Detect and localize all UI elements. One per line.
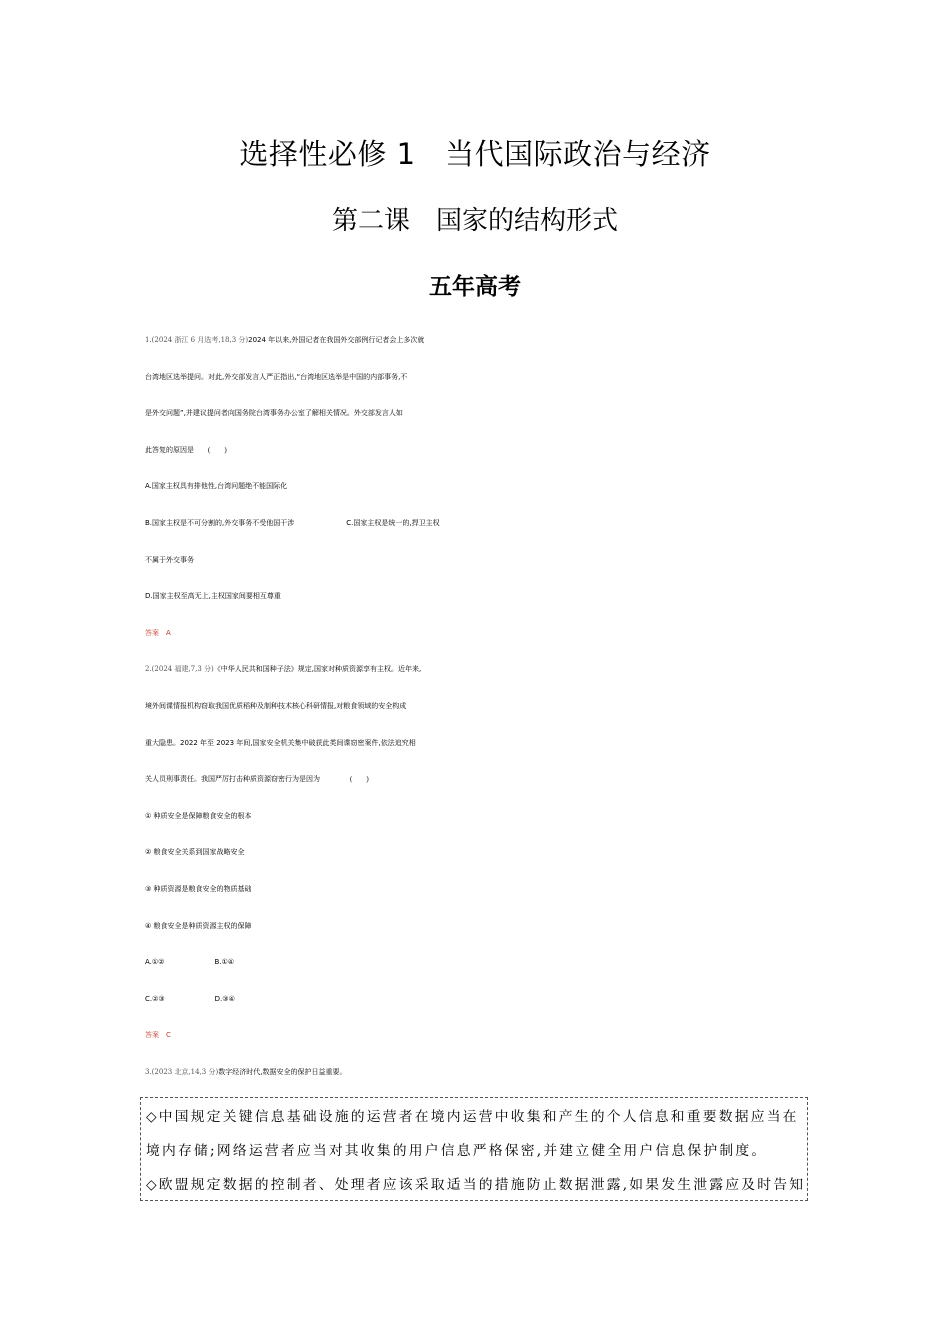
q1-option-c: C.国家主权是统一的,捍卫主权 xyxy=(346,518,440,527)
q2-option-c: C.②③ xyxy=(145,994,165,1003)
question-list xyxy=(145,322,810,1090)
q2-statement-3: ③ 种质资源是粮食安全的物质基础 xyxy=(145,884,252,893)
q3-source: 3.(2023 北京,14,3 分) xyxy=(145,1067,219,1076)
q1-stem-2: 台湾地区选举提问。对此,外交部发言人严正指出,“台湾地区选举是中国的内部事务,不 xyxy=(145,372,408,381)
q2-line-1 xyxy=(145,651,810,688)
q1-line-4 xyxy=(145,432,810,469)
q1-stem-1: 2024 年以来,外国记者在我国外交部例行记者会上多次就 xyxy=(248,336,425,344)
q1-stem-3: 是外交问题”,并建议提问者向国务院台湾事务办公室了解相关情况。外交部发言人如 xyxy=(145,409,403,418)
q2-line-4 xyxy=(145,761,810,798)
q2-line-cd xyxy=(145,981,810,1018)
q3-material-line-3: ◇欧盟规定数据的控制者、处理者应该采取适当的措施防止数据泄露,如果发生泄露应及时告知 xyxy=(146,1177,806,1193)
q1-answer-blank: ( ) xyxy=(208,445,227,454)
q2-option-b: B.①④ xyxy=(214,958,235,967)
q1-stem-4: 此答复的原因是 xyxy=(145,445,194,454)
q1-source: 1.(2024 浙江 6 月选考,18,3 分) xyxy=(145,336,249,344)
q3-material-line-1: ◇中国规定关键信息基础设施的运营者在境内运营中收集和产生的个人信息和重要数据应当在 xyxy=(146,1109,799,1125)
q2-source: 2.(2024 福建,7,3 分) xyxy=(145,665,214,674)
q2-line-ab xyxy=(145,944,810,981)
q2-stem-2: 境外间谍情报机构窃取我国优质稻种及制种技术核心科研情报,对粮食领域的安全构成 xyxy=(145,701,407,710)
q2-option-a: A.①② xyxy=(145,958,165,967)
q2-statement-2: ② 粮食安全关系到国家战略安全 xyxy=(145,848,245,857)
q1-option-d: D.国家主权至高无上,主权国家间要相互尊重 xyxy=(145,592,281,601)
q1-line-1 xyxy=(145,322,810,359)
q3-stem-1: 数字经济时代,数据安全的保护日益重要。 xyxy=(218,1067,347,1076)
q1-line-bc xyxy=(145,505,810,542)
q3-line-1 xyxy=(145,1054,810,1091)
q2-statement-4: ④ 粮食安全是种质资源主权的保障 xyxy=(145,921,252,930)
q2-stem-3: 重大隐患。2022 年至 2023 年间,国家安全机关集中破获此类间谍窃密案件,依法追究相 xyxy=(145,738,416,747)
q1-option-a: A.国家主权具有排他性,台湾问题绝不能国际化 xyxy=(145,482,288,491)
q3-material-line-2: 境内存储;网络运营者应当对其收集的用户信息严格保密,并建立健全用户信息保护制度。 xyxy=(146,1143,768,1159)
q2-stem-4: 关人员刑事责任。我国严厉打击种质资源窃密行为是因为 xyxy=(145,775,320,784)
book-title: 选择性必修 1 当代国际政治与经济 xyxy=(239,137,711,171)
q2-answer: 答案 C xyxy=(145,1031,171,1040)
q2-statement-1: ① 种质安全是保障粮食安全的根本 xyxy=(145,811,252,820)
lesson-title: 第二课 国家的结构形式 xyxy=(331,206,618,236)
q3-material-box xyxy=(140,1097,808,1201)
q1-answer: 答案 A xyxy=(145,628,171,637)
section-title: 五年高考 xyxy=(429,274,521,300)
q2-stem-1: 《中华人民共和国种子法》规定,国家对种质资源享有主权。近年来, xyxy=(213,665,422,674)
q2-answer-blank: ( ) xyxy=(350,775,369,784)
q1-option-b: B.国家主权是不可分割的,外交事务不受他国干涉 xyxy=(145,518,295,527)
q1-option-c-cont: 不属于外交事务 xyxy=(145,555,194,564)
q2-option-d: D.③④ xyxy=(214,994,235,1003)
